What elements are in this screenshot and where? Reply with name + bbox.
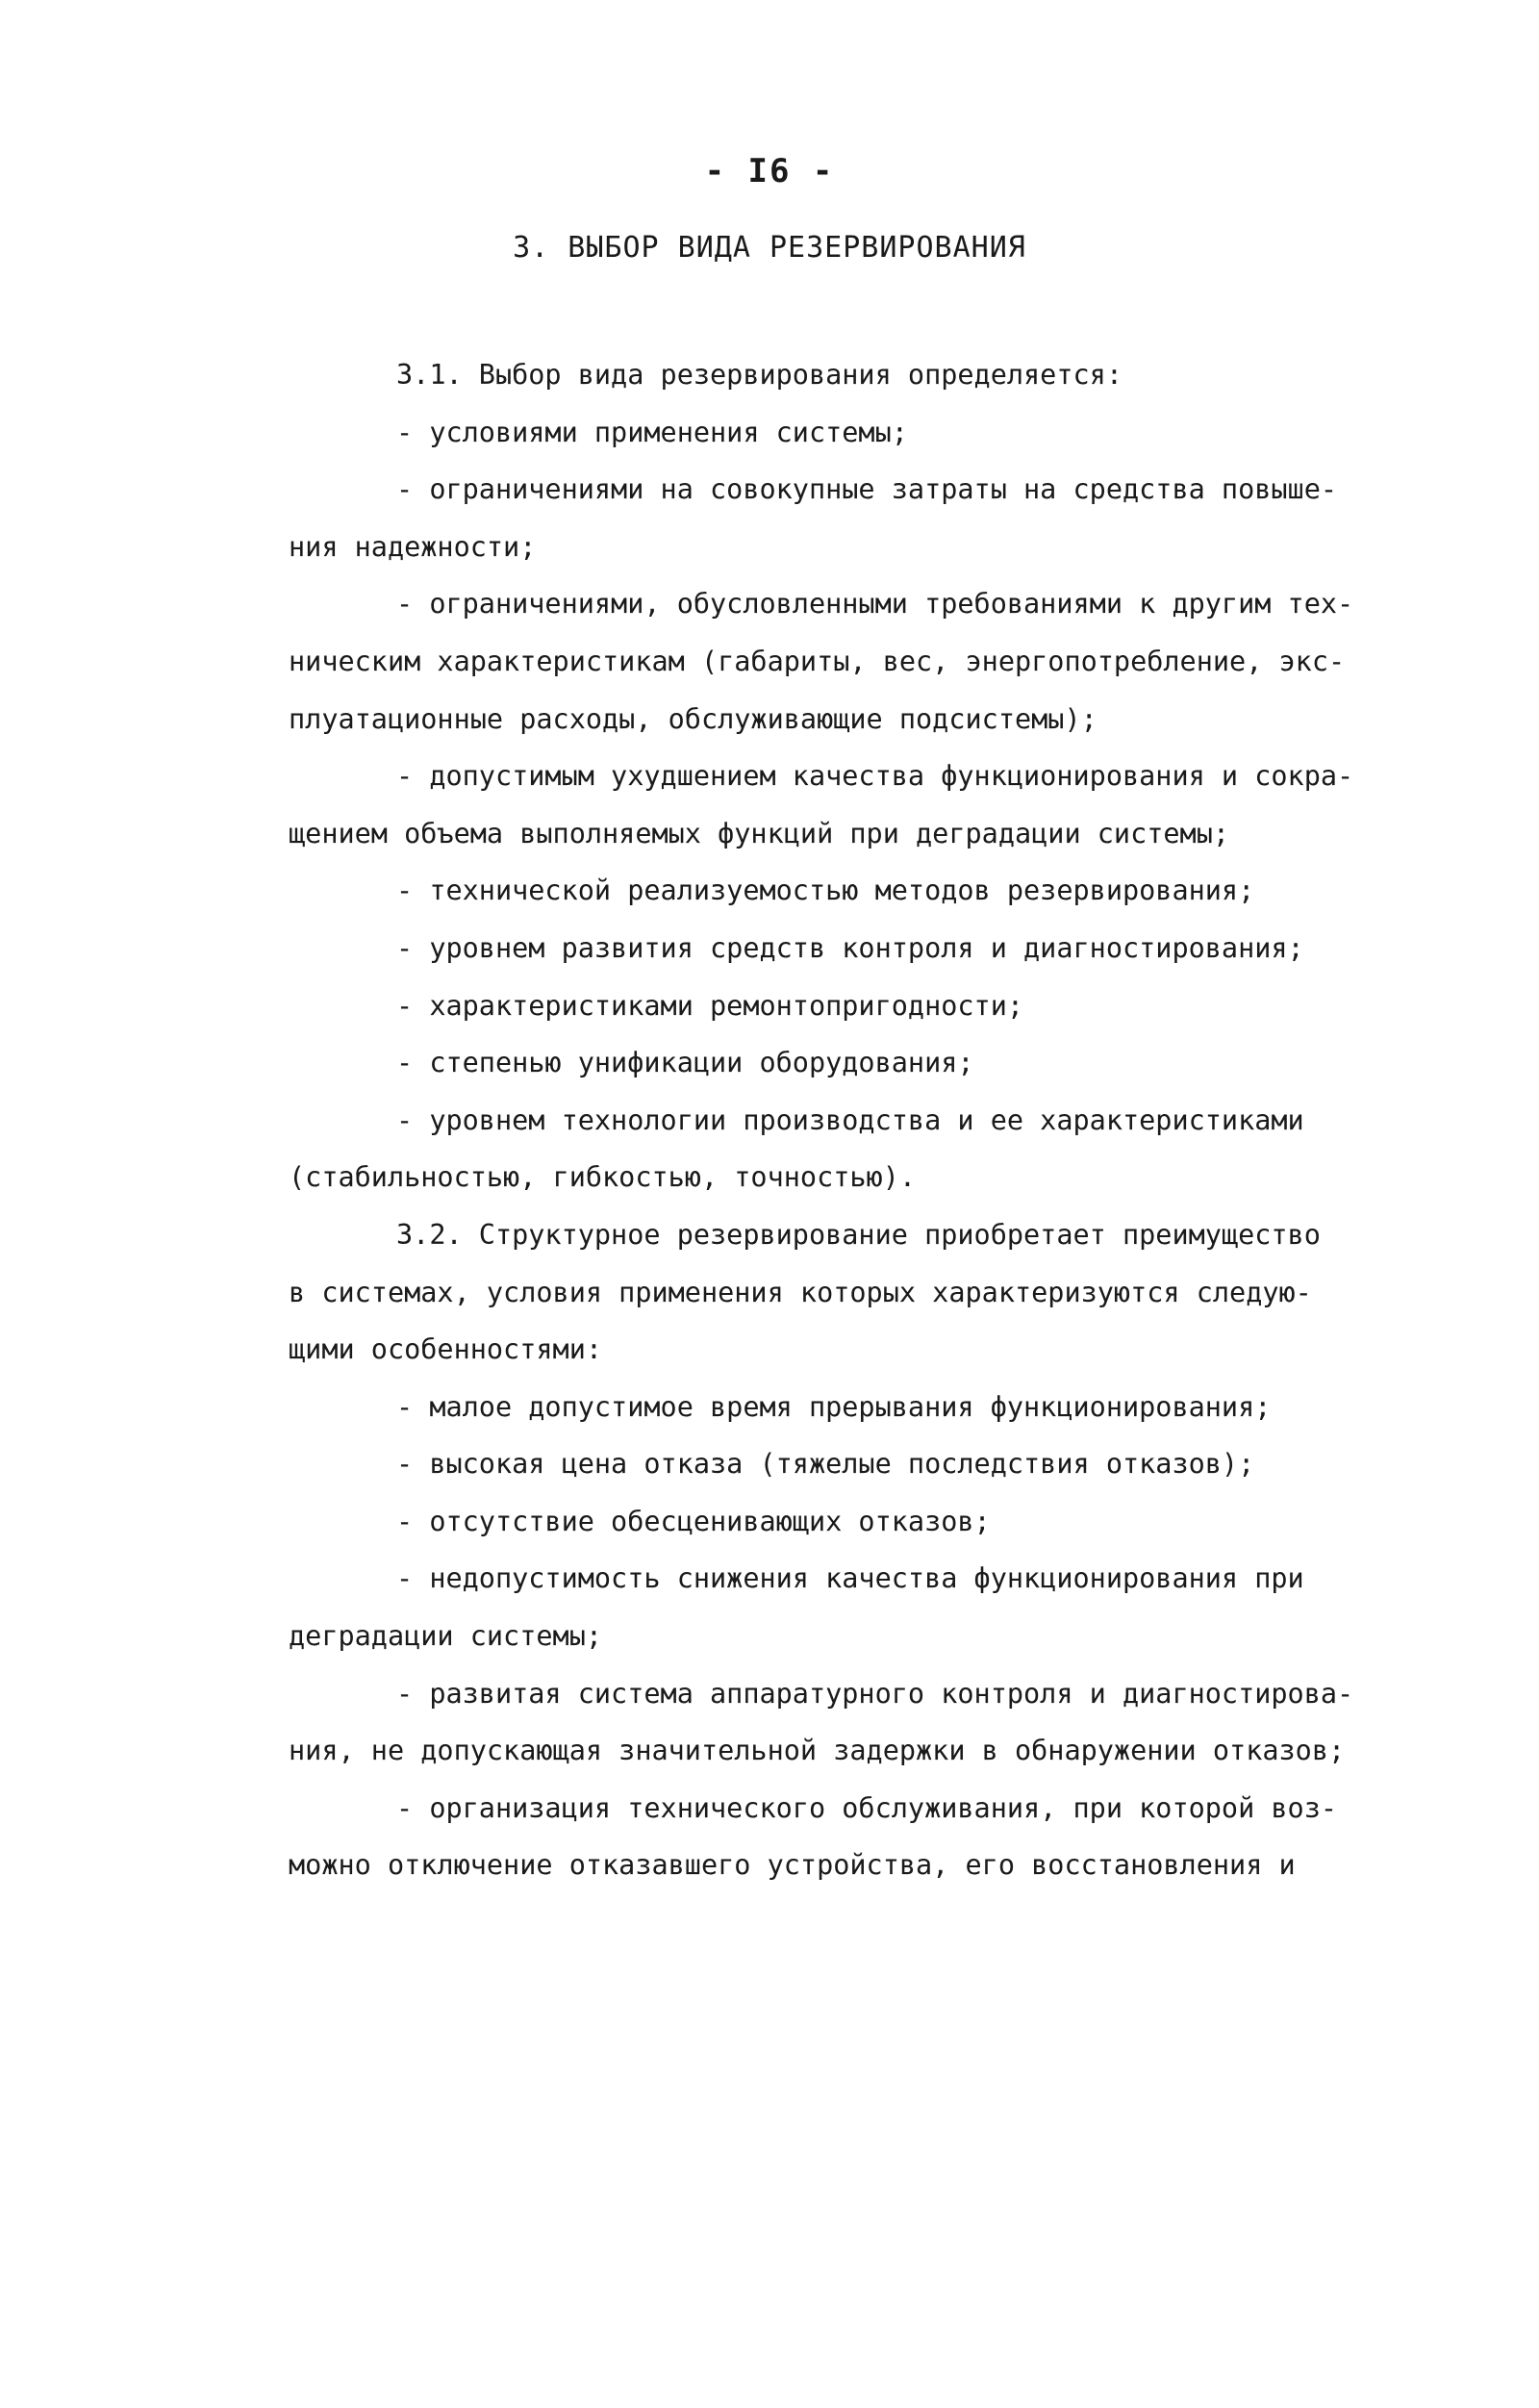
- text-line: (стабильностью, гибкостью, точностью).: [289, 1161, 917, 1194]
- section-title: 3. ВЫБОР ВИДА РЕЗЕРВИРОВАНИЯ: [513, 231, 1026, 265]
- text-line: - малое допустимое время прерывания функционирования;: [396, 1390, 1272, 1423]
- body-text: [289, 346, 1424, 1894]
- text-line: - ограничениями на совокупные затраты на средства повыше-: [396, 473, 1338, 506]
- text-line: деградации системы;: [289, 1620, 603, 1653]
- text-line: - развитая система аппаратурного контроля и диагностирова-: [396, 1677, 1354, 1710]
- text-line: - допустимым ухудшением качества функционирования и сокра-: [396, 760, 1354, 793]
- text-line: в системах, условия применения которых характеризуются следую-: [289, 1276, 1312, 1308]
- text-line: - ограничениями, обусловленными требованиями к другим тех-: [396, 588, 1354, 621]
- text-line: - уровнем технологии производства и ее характеристиками: [396, 1103, 1304, 1136]
- text-line: 3.1. Выбор вида резервирования определяется:: [396, 359, 1123, 391]
- text-line: - недопустимость снижения качества функционирования при: [396, 1562, 1304, 1595]
- text-line: - отсутствие обесценивающих отказов;: [396, 1505, 991, 1537]
- text-line: - высокая цена отказа (тяжелые последствия отказов);: [396, 1448, 1255, 1481]
- page-number: - I6 -: [704, 152, 835, 190]
- text-line: щением объема выполняемых функций при деградации системы;: [289, 817, 1230, 849]
- text-line: - уровнем развития средств контроля и диагностирования;: [396, 931, 1304, 964]
- text-line: ния надежности;: [289, 530, 537, 563]
- text-line: - технической реализуемостью методов резервирования;: [396, 874, 1255, 907]
- text-line: 3.2. Структурное резервирование приобретает преимущество: [396, 1218, 1321, 1251]
- text-line: можно отключение отказавшего устройства, его восстановления и: [289, 1849, 1296, 1882]
- text-line: - организация технического обслуживания, при которой воз-: [396, 1791, 1338, 1824]
- text-line: - характеристиками ремонтопригодности;: [396, 989, 1024, 1022]
- text-line: ния, не допускающая значительной задержки в обнаружении отказов;: [289, 1735, 1346, 1767]
- text-line: - условиями применения системы;: [396, 416, 908, 448]
- text-line: ническим характеристикам (габариты, вес, энергопотребление, экс-: [289, 645, 1346, 677]
- text-line: - степенью унификации оборудования;: [396, 1047, 974, 1079]
- text-line: щими особенностями:: [289, 1333, 603, 1366]
- text-line: плуатационные расходы, обслуживающие подсистемы);: [289, 702, 1097, 735]
